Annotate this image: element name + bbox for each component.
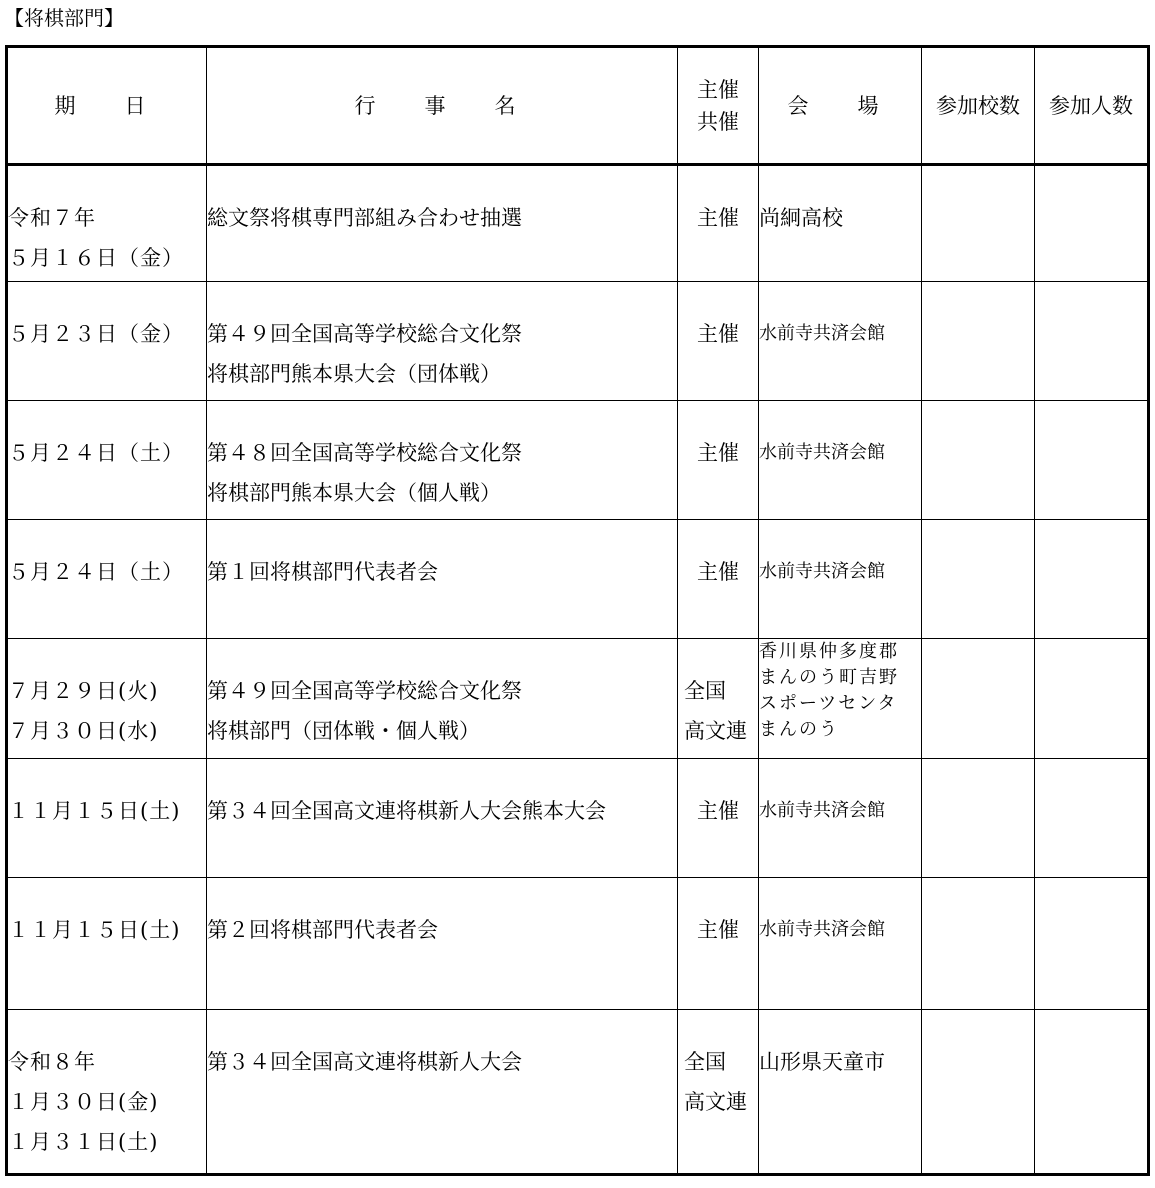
date-cell-line: 令和７年: [8, 206, 96, 230]
table-row: [7, 878, 1149, 1010]
host-cell: [678, 1010, 759, 1175]
table-row: [7, 282, 1149, 401]
date-cell-line: ５月２３日（金）: [8, 322, 184, 346]
venue-line: まんのう町吉野: [759, 667, 899, 688]
venue-line: 水前寺共済会館: [759, 919, 885, 940]
header-event: 行 事 名: [207, 47, 678, 165]
header-date: 期 日: [7, 47, 207, 165]
participants-cell: [1035, 639, 1149, 759]
participants-cell: [1035, 759, 1149, 878]
date-cell-line: ７月２９日(火): [8, 679, 159, 703]
host-cell-line: 主催: [697, 206, 739, 230]
venue-line: 山形県天童市: [759, 1050, 885, 1074]
table-row: [7, 639, 1149, 759]
date-cell-line: ５月１６日（金）: [8, 246, 184, 270]
venue-line: 尚絅高校: [759, 206, 843, 230]
schools-cell: [922, 639, 1035, 759]
venue-line: 水前寺共済会館: [759, 323, 885, 344]
event-cell-line: 第３４回全国高文連将棋新人大会熊本大会: [207, 799, 606, 823]
venue-cell: [759, 282, 922, 401]
date-cell: [7, 759, 207, 878]
participants-cell: [1035, 165, 1149, 282]
schools-cell: [922, 165, 1035, 282]
venue-line: スポーツセンタ: [759, 693, 898, 714]
table-row: [7, 759, 1149, 878]
date-cell-line: ５月２４日（土）: [8, 560, 184, 584]
host-cell-line: 高文連: [684, 1090, 747, 1114]
venue-cell: [759, 639, 922, 759]
venue-line: 水前寺共済会館: [759, 800, 885, 821]
venue-line: 香川県仲多度郡: [759, 641, 899, 662]
event-cell: [207, 878, 678, 1010]
event-cell-line: 将棋部門熊本県大会（個人戦）: [207, 481, 501, 505]
event-cell: [207, 520, 678, 639]
host-cell-line: 主催: [697, 918, 739, 942]
header-participants: 参加人数: [1035, 47, 1149, 165]
date-cell-line: 令和８年: [8, 1050, 96, 1074]
event-cell-line: 将棋部門熊本県大会（団体戦）: [207, 362, 501, 386]
event-cell: [207, 639, 678, 759]
host-cell-line: 全国: [684, 1050, 726, 1074]
participants-cell: [1035, 282, 1149, 401]
table-row: [7, 165, 1149, 282]
date-cell: [7, 165, 207, 282]
venue-cell: [759, 878, 922, 1010]
host-cell: [678, 639, 759, 759]
header-venue: 会 場: [759, 47, 922, 165]
header-schools: 参加校数: [922, 47, 1035, 165]
event-cell-line: 第２回将棋部門代表者会: [207, 918, 438, 942]
date-cell: [7, 878, 207, 1010]
event-cell-line: 第４９回全国高等学校総合文化祭: [207, 322, 522, 346]
section-heading: 【将棋部門】: [4, 6, 124, 30]
event-cell-line: 総文祭将棋専門部組み合わせ抽選: [207, 206, 522, 230]
date-cell: [7, 401, 207, 520]
header-host: 主催 共催: [678, 47, 759, 165]
date-cell-line: １１月１５日(土): [8, 799, 181, 823]
schools-cell: [922, 401, 1035, 520]
date-cell: [7, 1010, 207, 1175]
schools-cell: [922, 878, 1035, 1010]
date-cell-line: １１月１５日(土): [8, 918, 181, 942]
event-cell-line: 第３４回全国高文連将棋新人大会: [207, 1050, 522, 1074]
host-cell: [678, 759, 759, 878]
date-cell: [7, 282, 207, 401]
host-cell: [678, 401, 759, 520]
table-row: [7, 520, 1149, 639]
table-row: [7, 401, 1149, 520]
host-cell-line: 主催: [697, 560, 739, 584]
venue-line: 水前寺共済会館: [759, 561, 885, 582]
venue-cell: [759, 520, 922, 639]
host-cell: [678, 878, 759, 1010]
event-cell-line: 第１回将棋部門代表者会: [207, 560, 438, 584]
date-cell-line: ７月３０日(水): [8, 719, 159, 743]
venue-cell: [759, 165, 922, 282]
date-cell-line: １月３０日(金): [8, 1090, 159, 1114]
schools-cell: [922, 520, 1035, 639]
event-cell: [207, 282, 678, 401]
venue-line: まんのう: [759, 719, 839, 740]
venue-cell: [759, 1010, 922, 1175]
date-cell-line: ５月２４日（土）: [8, 441, 184, 465]
schools-cell: [922, 759, 1035, 878]
event-cell: [207, 759, 678, 878]
date-cell: [7, 639, 207, 759]
host-cell-line: 全国: [684, 679, 726, 703]
venue-cell: [759, 759, 922, 878]
host-cell: [678, 282, 759, 401]
host-cell-line: 主催: [697, 322, 739, 346]
venue-line: 水前寺共済会館: [759, 442, 885, 463]
host-cell-line: 主催: [697, 441, 739, 465]
event-cell-line: 第４８回全国高等学校総合文化祭: [207, 441, 522, 465]
event-cell: [207, 165, 678, 282]
table-header-row: [7, 47, 1149, 165]
schools-cell: [922, 1010, 1035, 1175]
event-cell-line: 将棋部門（団体戦・個人戦）: [207, 719, 480, 743]
host-cell: [678, 165, 759, 282]
date-cell: [7, 520, 207, 639]
schools-cell: [922, 282, 1035, 401]
event-cell: [207, 1010, 678, 1175]
schedule-table: [5, 45, 1150, 1176]
participants-cell: [1035, 1010, 1149, 1175]
venue-cell: [759, 401, 922, 520]
event-cell: [207, 401, 678, 520]
event-cell-line: 第４９回全国高等学校総合文化祭: [207, 679, 522, 703]
participants-cell: [1035, 878, 1149, 1010]
participants-cell: [1035, 401, 1149, 520]
host-cell-line: 主催: [697, 799, 739, 823]
participants-cell: [1035, 520, 1149, 639]
date-cell-line: １月３１日(土): [8, 1130, 159, 1154]
table-row: [7, 1010, 1149, 1175]
host-cell-line: 高文連: [684, 719, 747, 743]
host-cell: [678, 520, 759, 639]
